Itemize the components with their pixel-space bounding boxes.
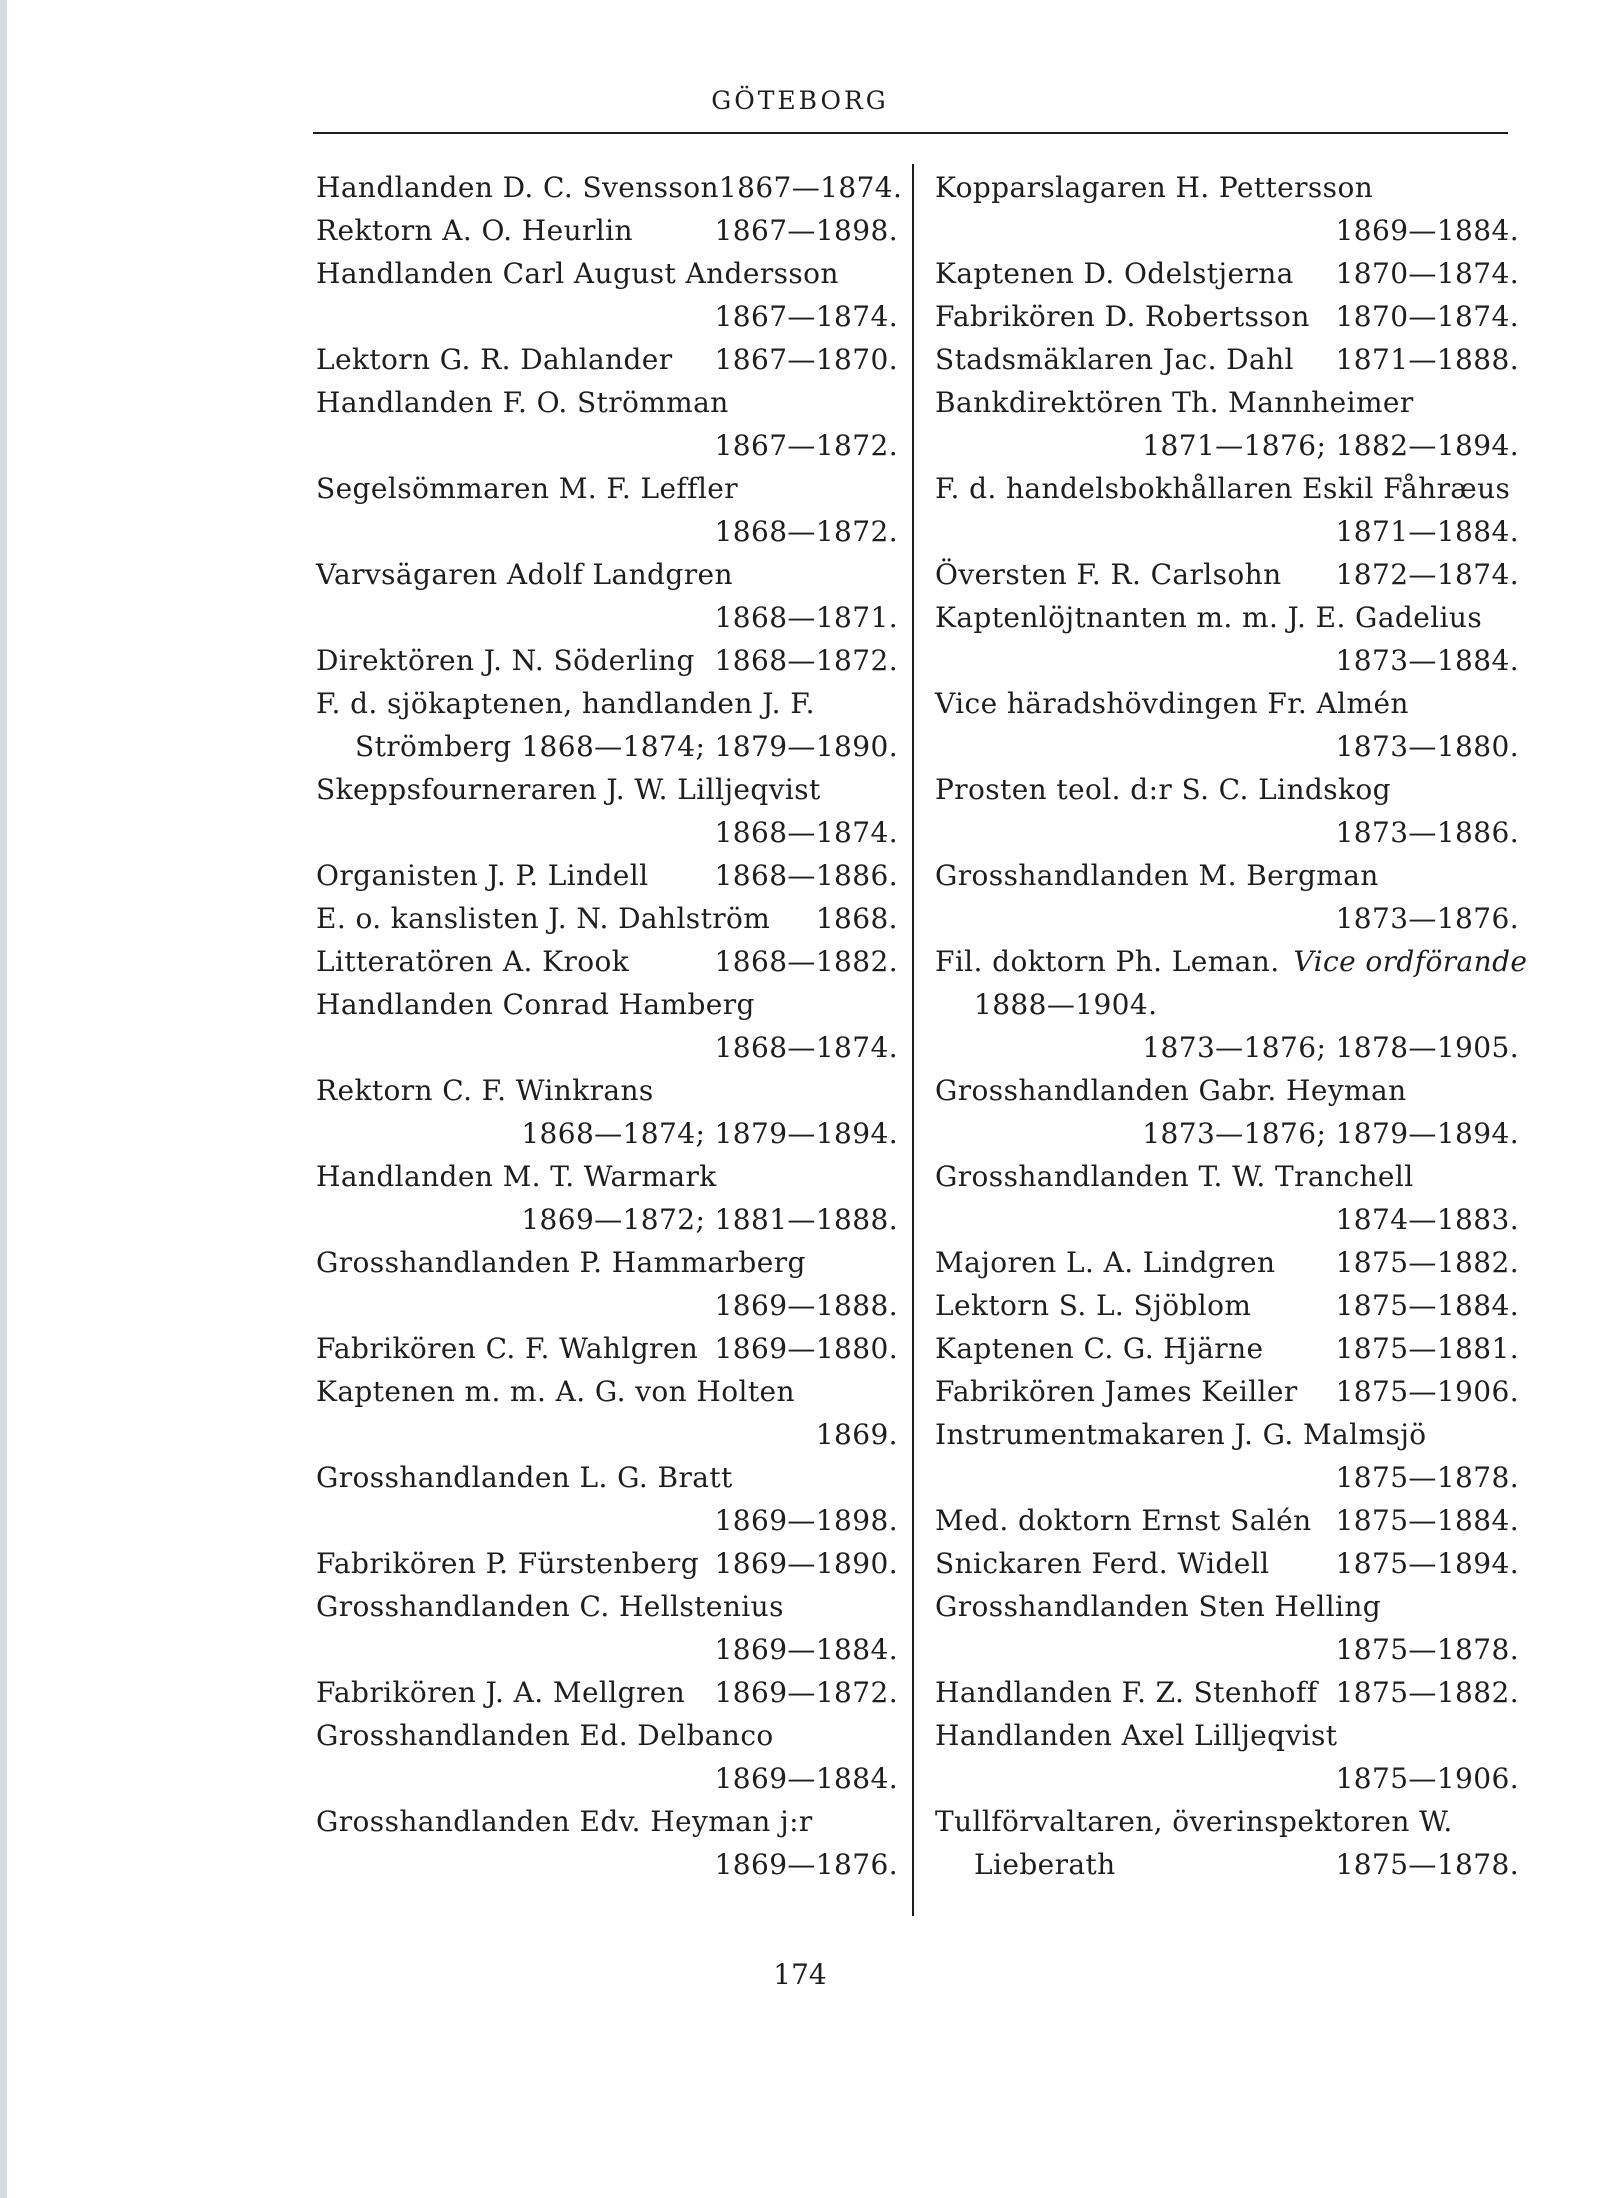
entry-name: Fabrikören C. F. Wahlgren xyxy=(316,1332,699,1365)
list-item xyxy=(316,682,898,768)
entry-years: 1868—1886. xyxy=(714,859,898,892)
entry-name: E. o. kanslisten J. N. Dahlström xyxy=(316,902,771,935)
entry-role: Vice ordförande xyxy=(1293,945,1528,978)
entry-name: Med. doktorn Ernst Salén xyxy=(935,1504,1312,1537)
list-item xyxy=(316,1456,898,1542)
entry-years: 1868—1874. xyxy=(714,1031,898,1064)
entry-name: Handlanden Carl August Andersson xyxy=(316,257,839,290)
entry-name: Handlanden Conrad Hamberg xyxy=(316,988,755,1021)
entry-name: Instrumentmakaren J. G. Malmsjö xyxy=(935,1418,1427,1451)
entry-name: Organisten J. P. Lindell xyxy=(316,859,649,892)
entry-years: 1875—1894. xyxy=(1335,1547,1519,1580)
entry-years: 1868. xyxy=(815,902,898,935)
entry-years: 1868—1874; 1879—1894. xyxy=(521,1117,898,1150)
entry-years: 1869. xyxy=(815,1418,898,1451)
entry-name: Handlanden D. C. Svensson xyxy=(316,171,719,204)
entry-name: Vice häradshövdingen Fr. Almén xyxy=(935,687,1409,720)
entry-name: Grosshandlanden Edv. Heyman j:r xyxy=(316,1805,813,1838)
entry-years: 1869—1884. xyxy=(714,1762,898,1795)
entry-years: 1871—1888. xyxy=(1335,343,1519,376)
entry-years: 1875—1882. xyxy=(1335,1246,1519,1279)
right-column xyxy=(935,166,1528,1886)
list-item xyxy=(316,983,898,1069)
list-item xyxy=(316,252,898,338)
entry-name: Bankdirektören Th. Mannheimer xyxy=(935,386,1414,419)
list-item xyxy=(316,1800,898,1886)
list-item xyxy=(935,854,1519,940)
entry-name: Varvsägaren Adolf Landgren xyxy=(316,558,733,591)
entry-years: 1869—1872. xyxy=(714,1676,898,1709)
entry-name: Kaptenlöjtnanten m. m. J. E. Gadelius xyxy=(935,601,1483,634)
entry-years: 1868—1874; 1879—1890. xyxy=(521,730,898,763)
entry-years: 1873—1880. xyxy=(1335,730,1519,763)
entry-years: 1875—1906. xyxy=(1335,1762,1519,1795)
entry-name: Handlanden Axel Lilljeqvist xyxy=(935,1719,1338,1752)
list-item xyxy=(316,467,898,553)
entry-name: Fabrikören J. A. Mellgren xyxy=(316,1676,686,1709)
entry-years: 1868—1871. xyxy=(714,601,898,634)
entry-name-continued: Lieberath xyxy=(974,1848,1116,1881)
list-item xyxy=(935,1327,1519,1370)
list-item xyxy=(935,1542,1519,1585)
entry-years: 1873—1876; 1878—1905. xyxy=(1142,1031,1519,1064)
entry-years: 1871—1876; 1882—1894. xyxy=(1142,429,1519,462)
entry-name-continued: Strömberg xyxy=(355,730,512,763)
entry-name: Snickaren Ferd. Widell xyxy=(935,1547,1270,1580)
entry-years: 1867—1874. xyxy=(718,171,903,204)
entry-years: 1873—1876; 1879—1894. xyxy=(1142,1117,1519,1150)
entry-name: Kaptenen D. Odelstjerna xyxy=(935,257,1294,290)
list-item xyxy=(935,1370,1519,1413)
entry-name: F. d. handelsbokhållaren Eskil Fåhræus xyxy=(935,472,1511,505)
list-item xyxy=(316,854,898,897)
entry-name: Prosten teol. d:r S. C. Lindskog xyxy=(935,773,1391,806)
entry-role-years: 1888—1904. xyxy=(974,988,1158,1021)
list-item xyxy=(935,1069,1519,1155)
entry-years: 1869—1884. xyxy=(714,1633,898,1666)
entry-years: 1869—1888. xyxy=(714,1289,898,1322)
entry-name: Fabrikören D. Robertsson xyxy=(935,300,1310,333)
scan-edge xyxy=(0,0,7,2198)
entry-name: Fabrikören James Keiller xyxy=(935,1375,1298,1408)
entry-name: Grosshandlanden Sten Helling xyxy=(935,1590,1382,1623)
entry-years: 1868—1872. xyxy=(714,515,898,548)
list-item xyxy=(316,1069,898,1155)
entry-name: Grosshandlanden T. W. Tranchell xyxy=(935,1160,1414,1193)
entry-years: 1875—1881. xyxy=(1335,1332,1519,1365)
list-item xyxy=(935,1241,1519,1284)
entry-name: F. d. sjökaptenen, handlanden J. F. xyxy=(316,687,815,720)
list-item xyxy=(316,166,903,209)
page-number: 174 xyxy=(773,1958,827,1991)
entry-name: Lektorn G. R. Dahlander xyxy=(316,343,673,376)
list-item xyxy=(316,639,898,682)
entry-years: 1870—1874. xyxy=(1335,257,1519,290)
entry-years: 1875—1882. xyxy=(1335,1676,1519,1709)
entry-name: Majoren L. A. Lindgren xyxy=(935,1246,1276,1279)
list-item xyxy=(935,1499,1519,1542)
entry-years: 1867—1870. xyxy=(714,343,898,376)
entry-name: Kopparslagaren H. Pettersson xyxy=(935,171,1374,204)
entry-name: Grosshandlanden C. Hellstenius xyxy=(316,1590,784,1623)
list-item xyxy=(316,209,898,252)
entry-name: Skeppsfourneraren J. W. Lilljeqvist xyxy=(316,773,821,806)
list-item xyxy=(316,1714,898,1800)
list-item xyxy=(935,596,1519,682)
list-item xyxy=(935,1413,1519,1499)
list-item xyxy=(935,252,1519,295)
entry-years: 1867—1872. xyxy=(714,429,898,462)
left-column xyxy=(316,166,903,1886)
list-item xyxy=(935,682,1519,768)
entry-years: 1872—1874. xyxy=(1335,558,1519,591)
list-item xyxy=(935,1155,1519,1241)
entry-name: Grosshandlanden M. Bergman xyxy=(935,859,1379,892)
entry-name: Grosshandlanden P. Hammarberg xyxy=(316,1246,806,1279)
entry-name: Segelsömmaren M. F. Leffler xyxy=(316,472,739,505)
entry-years: 1875—1878. xyxy=(1335,1633,1519,1666)
list-item xyxy=(935,1671,1519,1714)
list-item xyxy=(316,338,898,381)
list-item xyxy=(935,553,1519,596)
list-item xyxy=(316,1585,898,1671)
list-item xyxy=(935,1585,1519,1671)
entry-name: Fil. doktorn Ph. Leman. xyxy=(935,945,1280,978)
list-item xyxy=(316,553,898,639)
list-item xyxy=(935,467,1519,553)
entry-name: Översten F. R. Carlsohn xyxy=(935,558,1282,591)
list-item xyxy=(316,1370,898,1456)
entry-name: Rektorn A. O. Heurlin xyxy=(316,214,633,247)
entry-years: 1867—1874. xyxy=(714,300,898,333)
entry-name: Kaptenen C. G. Hjärne xyxy=(935,1332,1264,1365)
entry-name: Grosshandlanden L. G. Bratt xyxy=(316,1461,733,1494)
list-item xyxy=(316,1241,898,1327)
header-rule xyxy=(313,132,1508,134)
entry-years: 1869—1884. xyxy=(1335,214,1519,247)
entry-name: Stadsmäklaren Jac. Dahl xyxy=(935,343,1294,376)
entry-years: 1874—1883. xyxy=(1335,1203,1519,1236)
entry-name: Handlanden M. T. Warmark xyxy=(316,1160,717,1193)
list-item xyxy=(316,768,898,854)
entry-years: 1867—1898. xyxy=(714,214,898,247)
list-item xyxy=(935,1714,1519,1800)
entry-years: 1869—1876. xyxy=(714,1848,898,1881)
entry-years: 1869—1898. xyxy=(714,1504,898,1537)
list-item xyxy=(316,940,898,983)
list-item xyxy=(935,338,1519,381)
entry-name: Litteratören A. Krook xyxy=(316,945,630,978)
entry-name: Lektorn S. L. Sjöblom xyxy=(935,1289,1252,1322)
column-divider xyxy=(912,164,914,1916)
list-item xyxy=(316,1671,898,1714)
entry-years: 1868—1874. xyxy=(714,816,898,849)
entry-name: Handlanden F. O. Strömman xyxy=(316,386,729,419)
list-item xyxy=(935,381,1519,467)
entry-years: 1873—1884. xyxy=(1335,644,1519,677)
entry-name: Handlanden F. Z. Stenhoff xyxy=(935,1676,1318,1709)
entry-years: 1875—1878. xyxy=(1335,1848,1519,1881)
entry-years: 1871—1884. xyxy=(1335,515,1519,548)
entry-years: 1873—1886. xyxy=(1335,816,1519,849)
entry-years: 1875—1906. xyxy=(1335,1375,1519,1408)
entry-years: 1869—1890. xyxy=(714,1547,898,1580)
list-item xyxy=(935,768,1519,854)
list-item xyxy=(316,1542,898,1585)
entry-years: 1869—1880. xyxy=(714,1332,898,1365)
entry-name: Fabrikören P. Fürstenberg xyxy=(316,1547,700,1580)
list-item xyxy=(316,1327,898,1370)
entry-name: Kaptenen m. m. A. G. von Holten xyxy=(316,1375,795,1408)
entry-years: 1875—1884. xyxy=(1335,1504,1519,1537)
entry-years: 1870—1874. xyxy=(1335,300,1519,333)
page-header: GÖTEBORG xyxy=(711,86,889,115)
list-item xyxy=(935,295,1519,338)
list-item xyxy=(935,166,1519,252)
list-item xyxy=(935,940,1528,1069)
entry-years: 1868—1882. xyxy=(714,945,898,978)
entry-years: 1869—1872; 1881—1888. xyxy=(521,1203,898,1236)
entry-years: 1868—1872. xyxy=(714,644,898,677)
entry-years: 1875—1884. xyxy=(1335,1289,1519,1322)
entry-name: Grosshandlanden Gabr. Heyman xyxy=(935,1074,1407,1107)
list-item xyxy=(316,897,898,940)
list-item xyxy=(935,1800,1519,1886)
list-item xyxy=(935,1284,1519,1327)
entry-name: Direktören J. N. Söderling xyxy=(316,644,695,677)
entry-name: Rektorn C. F. Winkrans xyxy=(316,1074,654,1107)
list-item xyxy=(316,381,898,467)
entry-years: 1873—1876. xyxy=(1335,902,1519,935)
entry-name: Grosshandlanden Ed. Delbanco xyxy=(316,1719,774,1752)
entry-years: 1875—1878. xyxy=(1335,1461,1519,1494)
entry-name: Tullförvaltaren, överinspektoren W. xyxy=(935,1805,1453,1838)
list-item xyxy=(316,1155,898,1241)
